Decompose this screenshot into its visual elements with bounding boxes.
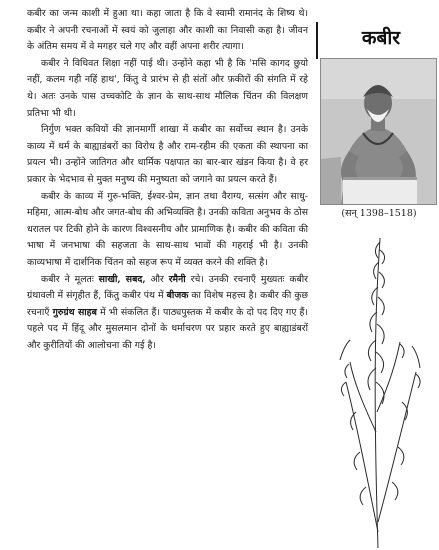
text-run: कबीर का जन्म काशी में हुआ था। कहा जाता है कि वे स्वामी रामानंद के शिष्य थे। कबीर ने अपनी रचनाओं में स्वयं को जुलाहा और काशी का निवासी कहा है। जीवन के अंतिम समय में वे मगहर चले गए और वहीं अपना शरीर त्यागा। [27, 8, 308, 53]
biography-text [27, 6, 308, 354]
bold-term: साखी, सबद, [98, 273, 146, 285]
bold-term: गुरुग्रंथ साहब [52, 306, 97, 318]
portrait-illustration [321, 59, 436, 204]
paragraph [27, 122, 308, 188]
author-lifespan: (सन् 1398–1518) [341, 208, 417, 219]
text-run: कबीर ने विधिवत शिक्षा नहीं पाई थी। उन्होंने कहा भी है कि 'मसि कागद छुयो नहीं, कलम गही नहिं हाथ', किंतु वे प्रारंभ से ही संतों और फ़कीरों की संगति में रहे थे। अतः उनके पास उच्चकोटि के ज्ञान के साथ-साथ मौलिक चिंतन की विलक्षण प्रतिभा भी थी। [27, 57, 308, 119]
text-run: निर्गुण भक्त कवियों की ज्ञानमार्गी शाखा में कबीर का सर्वोच्च स्थान है। उनके काव्य में धर्म के बाह्याडंबरों का विरोध है और राम-रहीम की एकता की स्थापना का प्रयत्न भी। उन्होंने जातिगत और धार्मिक पक्षपात का बार-बार खंडन किया है। वे हर प्रकार के भेदभाव से मुक्त मनुष्य की मनुष्यता को जगाने का प्रयत्न करते हैं। [27, 124, 308, 185]
paragraph [27, 6, 308, 56]
text-run: का विशेष महत्त्व है। कबीर की कुछ रचनाएँ [27, 290, 309, 318]
text-run: कबीर ने मूलतः [41, 273, 99, 285]
paragraph [27, 189, 308, 272]
paragraph [27, 56, 308, 122]
text-run: और [145, 273, 169, 285]
author-name-title: कबीर [361, 27, 401, 49]
title-divider [316, 22, 318, 59]
bold-term: रमैनी [168, 273, 186, 285]
text-run: कबीर के काव्य में गुरु-भक्ति, ईश्वर-प्रेम, ज्ञान तथा वैराग्य, सत्संग और साधु-महिमा, आत्म-बोध और जगत-बोध की अभिव्यक्ति है। उनकी कविता अनुभव के ठोस धरातल पर टिकी होने के कारण विश्वसनीय और प्रामाणिक है। कबीर की कविता की भाषा में जनभाषा की सहजता के साथ-साथ भावों की गहराई भी है। उनकी काव्यभाषा में दार्शनिक चिंतन को सहज रूप में व्यक्त करने की शक्ति है। [27, 190, 308, 268]
text-run: में भी संकलित हैं। पाठ्यपुस्तक में कबीर के दो पद दिए गए हैं। पहले पद में हिंदू और मुसलमान दोनों के धर्माचरण पर प्रहार करते हुए बाह्याडंबरों और कुरीतियों की आलोचना की गई है। [27, 306, 308, 351]
bold-term: बीजक [166, 290, 189, 302]
plant-illustration [316, 232, 439, 550]
text-run: रचे। उनकी रचनाएँ मुख्यतः कबीर ग्रंथावली में संगृहीत हैं, किंतु कबीर पंथ में [27, 273, 308, 302]
paragraph [27, 272, 308, 355]
author-portrait [320, 58, 437, 205]
